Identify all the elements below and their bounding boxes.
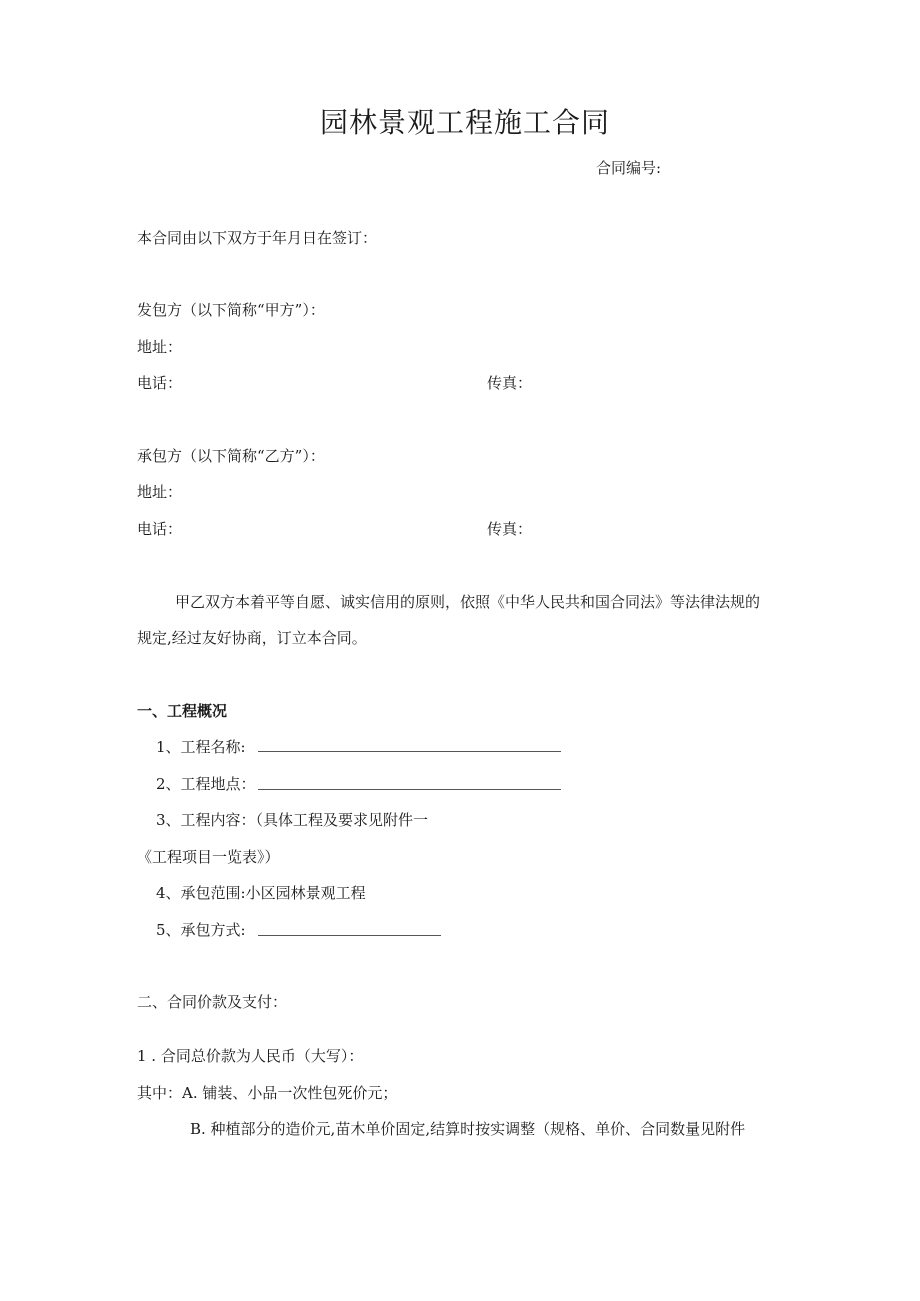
party-b-phone-label: 电话： (137, 520, 183, 538)
contract-number-label: 合同编号: (596, 159, 662, 177)
project-content-continued: 《工程项目一览表》） (137, 848, 280, 866)
party-a-fax-label: 传真： (487, 374, 533, 392)
total-price-label: 1 . 合同总价款为人民币（大写）： (137, 1047, 364, 1065)
price-breakdown-a: 其中：A. 铺装、小品一次性包死价元； (137, 1084, 398, 1102)
contract-method-blank (258, 935, 441, 936)
preamble-line-2: 规定,经过友好协商，订立本合同。 (137, 629, 367, 647)
section-2-heading: 二、合同价款及支付： (137, 993, 288, 1011)
contract-scope: 4、承包范围:小区园林景观工程 (156, 884, 366, 902)
party-b-address-label: 地址： (137, 483, 183, 501)
preamble-line-1: 甲乙双方本着平等自愿、诚实信用的原则，依照《中华人民共和国合同法》等法律法规的 (175, 593, 761, 611)
section-1-heading: 一、工程概况 (137, 702, 228, 720)
party-b-heading: 承包方（以下简称“乙方”）： (137, 447, 325, 465)
price-breakdown-b: B. 种植部分的造价元,苗木单价固定,结算时按实调整（规格、单价、合同数量见附件 (190, 1120, 746, 1138)
project-name-label: 1、工程名称: (156, 738, 246, 756)
party-a-address-label: 地址： (137, 338, 183, 356)
party-a-heading: 发包方（以下简称“甲方”）： (137, 301, 325, 319)
document-title: 园林景观工程施工合同 (320, 106, 611, 139)
party-b-fax-label: 传真： (487, 520, 533, 538)
party-a-phone-label: 电话： (137, 374, 183, 392)
contract-method-label: 5、承包方式: (156, 921, 246, 939)
project-content-label: 3、工程内容：（具体工程及要求见附件一 (156, 811, 429, 829)
intro-text: 本合同由以下双方于年月日在签订： (137, 229, 378, 247)
project-location-blank (258, 789, 561, 790)
project-location-label: 2、工程地点： (156, 775, 256, 793)
project-name-blank (258, 751, 561, 752)
